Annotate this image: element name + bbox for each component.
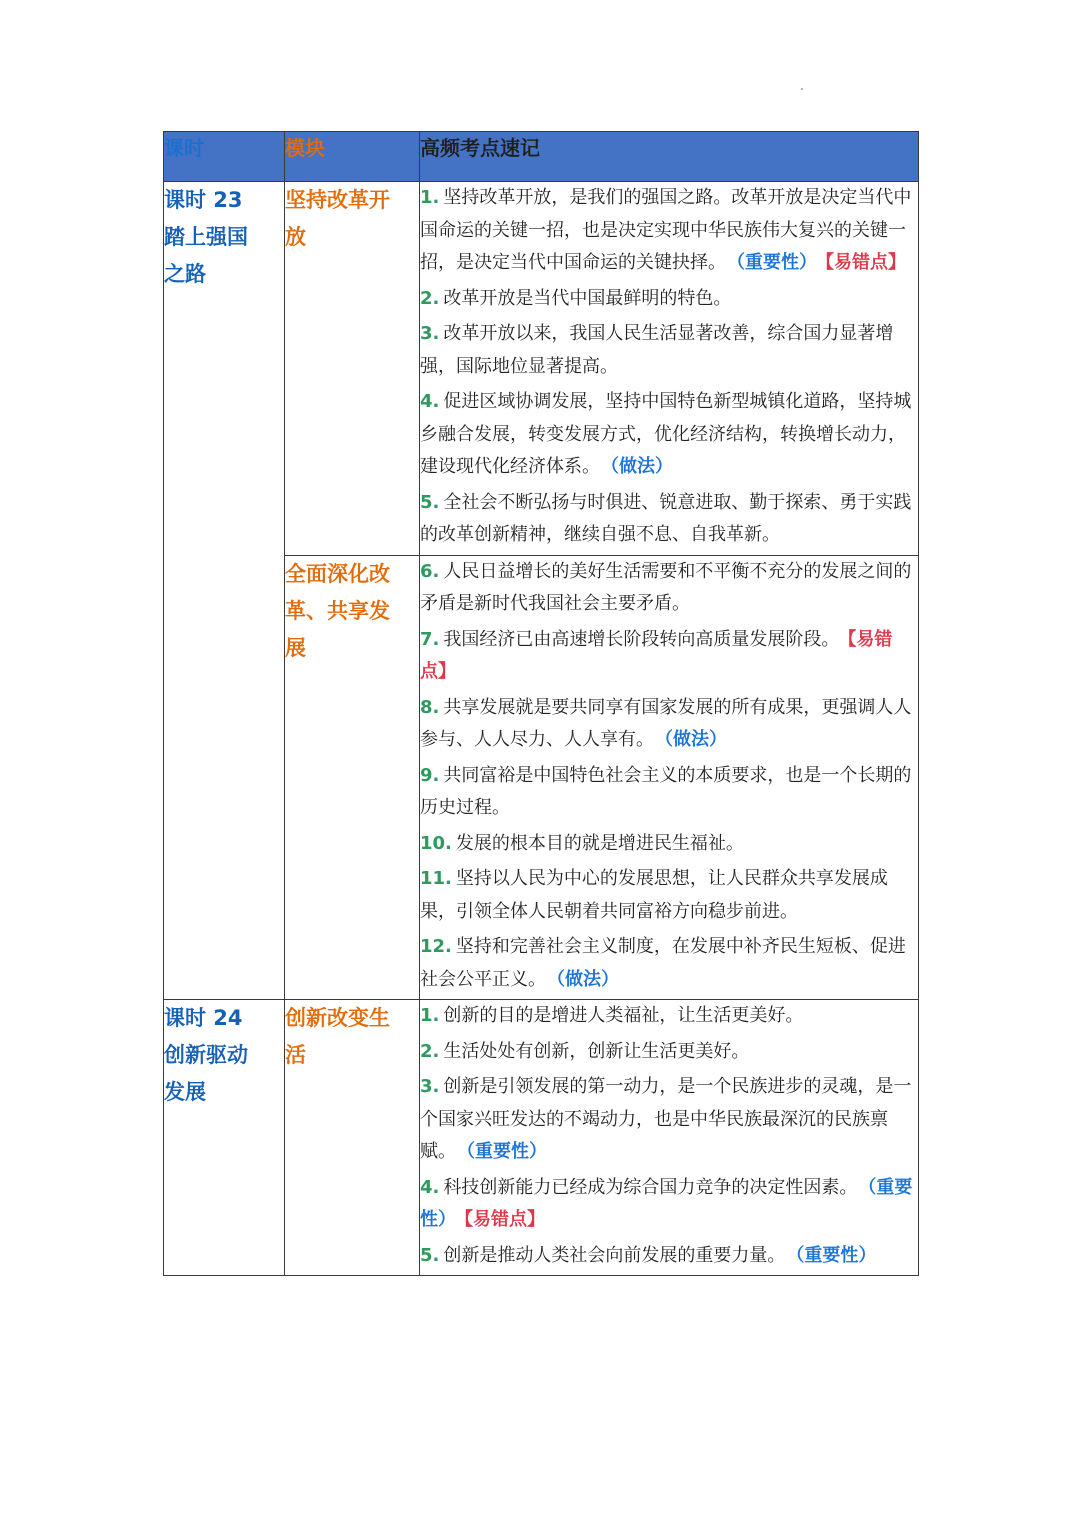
list-item: 6. 人民日益增长的美好生活需要和不平衡不充分的发展之间的矛盾是新时代我国社会主要矛盾。 xyxy=(420,560,912,614)
method-tag: （做法） xyxy=(556,968,619,990)
importance-tag: （重要性） xyxy=(466,1141,547,1162)
list-item: 2. 生活处处有创新，创新让生活更美好。 xyxy=(420,1040,750,1062)
header-module: 模块 xyxy=(285,132,420,182)
list-item: 2. 改革开放是当代中国最鲜明的特色。 xyxy=(420,287,732,309)
notes-cell xyxy=(420,1000,919,1276)
notes-cell xyxy=(420,182,919,556)
list-item: 5. 全社会不断弘扬与时俱进、锐意进取、勤于探索、勇于实践的改革创新精神，继续自强不息、自我革新。 xyxy=(420,491,912,545)
error-prone-tag: 【易错点】 xyxy=(464,1209,545,1230)
module-cell: 全面深化改 革、共享发 展 xyxy=(285,555,420,1000)
importance-tag: （重要性） xyxy=(795,1244,877,1266)
module-cell: 坚持改革开 放 xyxy=(285,182,420,556)
list-item: 8. 共享发展就是要共同享有国家发展的所有成果，更强调人人参与、人人尽力、人人享有。 （做法） xyxy=(420,696,912,750)
method-tag: （做法） xyxy=(610,456,673,477)
list-item: 1. 坚持改革开放，是我们的强国之路。改革开放是决定当代中国命运的关键一招，也是决定实现中华民族伟大复兴的关键一招，是决定当代中国命运的关键抉择。 （重要性） 【易错点】 xyxy=(420,187,912,273)
list-item: 9. 共同富裕是中国特色社会主义的本质要求，也是一个长期的历史过程。 xyxy=(420,764,912,818)
header-notes: 高频考点速记 xyxy=(420,132,919,182)
list-item: 3. 改革开放以来，我国人民生活显著改善，综合国力显著增强，国际地位显著提高。 xyxy=(420,323,894,377)
header-row xyxy=(164,132,919,182)
list-item: 3. 创新是引领发展的第一动力，是一个民族进步的灵魂，是一个国家兴旺发达的不竭动力，也是中华民族最深沉的民族禀赋。 （重要性） xyxy=(420,1076,912,1162)
importance-tag: （重要性） xyxy=(420,1176,913,1230)
list-item: 7. 我国经济已由高速增长阶段转向高质量发展阶段。 【易错点】 xyxy=(420,628,893,682)
list-item: 4. 促进区域协调发展，坚持中国特色新型城镇化道路，坚持城乡融合发展，转变发展方式，优化经济结构，转换增长动力，建设现代化经济体系。 （做法） xyxy=(420,391,912,477)
list-item: 5. 创新是推动人类社会向前发展的重要力量。 （重要性） xyxy=(420,1244,877,1266)
list-item: 10. 发展的根本目的就是增进民生福祉。 xyxy=(420,832,744,854)
module-cell: 创新改变生 活 xyxy=(285,1000,420,1276)
error-prone-tag: 【易错点】 xyxy=(825,252,906,273)
table-row xyxy=(164,182,919,556)
lesson-cell: 课时 23 踏上强国 之路 xyxy=(164,182,285,1000)
list-item: 11. 坚持以人民为中心的发展思想，让人民群众共享发展成果，引领全体人民朝着共同富裕方向稳步前进。 xyxy=(420,868,888,922)
method-tag: （做法） xyxy=(664,729,727,750)
notes-table xyxy=(163,131,919,1276)
list-item: 12. 坚持和完善社会主义制度，在发展中补齐民生短板、促进社会公平正义。 （做法） xyxy=(420,936,906,990)
importance-tag: （重要性） xyxy=(736,252,817,273)
header-lesson: 课时 xyxy=(164,132,285,182)
table-row xyxy=(164,1000,919,1276)
list-item: 4. 科技创新能力已经成为综合国力竞争的决定性因素。 （重要性） 【易错点】 xyxy=(420,1176,913,1230)
error-prone-tag: 【易错点】 xyxy=(420,628,893,682)
notes-cell xyxy=(420,555,919,1000)
lesson-cell: 课时 24 创新驱动 发展 xyxy=(164,1000,285,1276)
page-speck xyxy=(801,88,803,90)
list-item: 1. 创新的目的是增进人类福祉，让生活更美好。 xyxy=(420,1005,804,1026)
